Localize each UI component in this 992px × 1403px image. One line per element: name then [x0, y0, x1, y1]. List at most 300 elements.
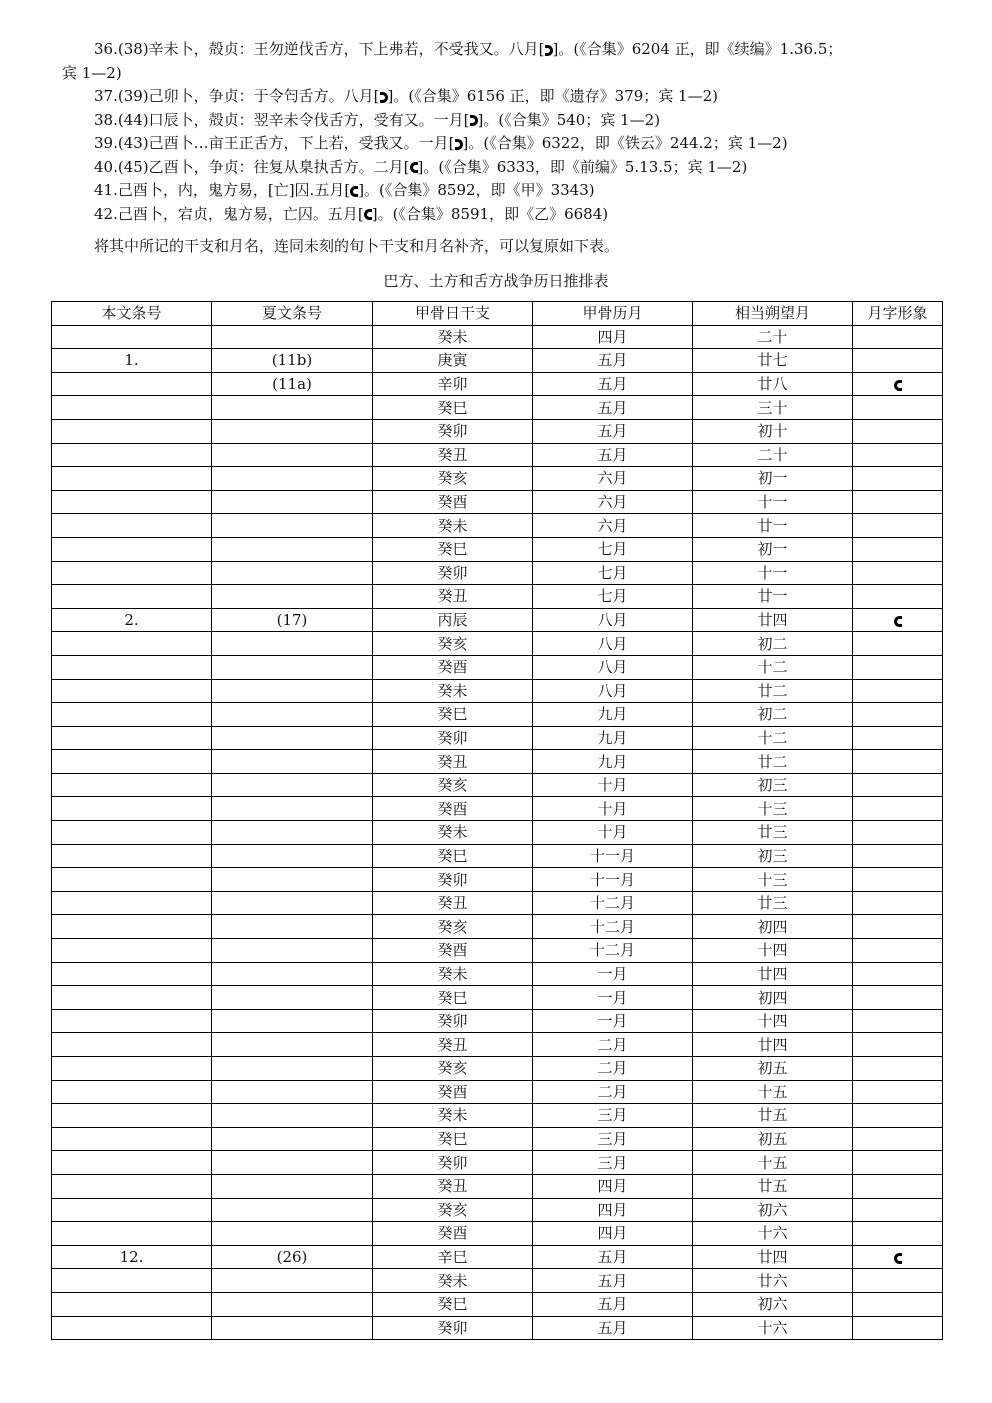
table-cell: 三月 — [533, 1151, 693, 1175]
table-cell: 五月 — [533, 1269, 693, 1293]
table-row — [52, 1104, 943, 1128]
table-row — [52, 726, 943, 750]
table-cell — [212, 1057, 373, 1081]
table-cell: 廿三 — [693, 821, 853, 845]
table-row — [52, 1127, 943, 1151]
table-cell — [212, 1198, 373, 1222]
table-cell: 初三 — [693, 844, 853, 868]
entry-citation: ]。(《合集》8591，即《乙》6684) — [371, 204, 609, 223]
table-cell — [212, 655, 373, 679]
table-row — [52, 396, 943, 420]
header-cell: 甲骨历月 — [533, 302, 693, 326]
table-cell: 五月 — [533, 396, 693, 420]
moon-shape-cell — [853, 585, 943, 609]
table-cell: 九月 — [533, 750, 693, 774]
table-cell: 癸酉 — [373, 797, 533, 821]
table-cell: 廿七 — [693, 349, 853, 373]
table-row — [52, 939, 943, 963]
table-cell: 六月 — [533, 467, 693, 491]
table-row — [52, 490, 943, 514]
table-cell: 五月 — [533, 1316, 693, 1340]
table-cell — [52, 419, 212, 443]
table-cell: 廿八 — [693, 372, 853, 396]
table-row — [52, 419, 943, 443]
table-cell: 癸巳 — [373, 844, 533, 868]
table-cell — [52, 750, 212, 774]
table-cell: 二月 — [533, 1057, 693, 1081]
table-cell: 初四 — [693, 915, 853, 939]
table-cell: 五月 — [533, 443, 693, 467]
table-cell: 初四 — [693, 986, 853, 1010]
table-cell: 九月 — [533, 703, 693, 727]
table-cell: 癸未 — [373, 325, 533, 349]
table-cell: 廿六 — [693, 1269, 853, 1293]
table-cell: 初二 — [693, 703, 853, 727]
table-cell: (26) — [212, 1245, 373, 1269]
table-row — [52, 797, 943, 821]
moon-shape-cell — [853, 962, 943, 986]
intro-paragraph: 将其中所记的干支和月名，连同未刻的旬卜干支和月名补齐，可以复原如下表。 — [94, 237, 620, 255]
table-cell: 二十 — [693, 443, 853, 467]
table-cell — [52, 679, 212, 703]
table-cell — [212, 537, 373, 561]
table-cell: 十二 — [693, 655, 853, 679]
table-cell — [52, 773, 212, 797]
moon-shape-cell — [853, 844, 943, 868]
table-cell — [52, 1057, 212, 1081]
moon-shape-cell — [853, 349, 943, 373]
table-row — [52, 1222, 943, 1246]
table-cell — [212, 1151, 373, 1175]
table-row — [52, 372, 943, 396]
table-cell — [52, 1198, 212, 1222]
entry-text: 40.(45)乙酉卜，争贞：往复从臬执舌方。二月[ — [94, 157, 410, 176]
table-row — [52, 1151, 943, 1175]
table-cell: 癸巳 — [373, 986, 533, 1010]
moon-shape-cell — [853, 514, 943, 538]
inscription-entries — [62, 38, 942, 226]
table-cell: 初十 — [693, 419, 853, 443]
moon-shape-cell — [853, 443, 943, 467]
table-cell: 十一 — [693, 490, 853, 514]
table-row — [52, 443, 943, 467]
table-row — [52, 1174, 943, 1198]
table-cell — [52, 537, 212, 561]
table-cell: 初六 — [693, 1292, 853, 1316]
table-cell: 八月 — [533, 632, 693, 656]
table-cell: 癸未 — [373, 1269, 533, 1293]
table-cell: 癸丑 — [373, 443, 533, 467]
moon-shape-cell — [853, 325, 943, 349]
table-cell — [52, 585, 212, 609]
table-cell: 十三 — [693, 868, 853, 892]
moon-waxing-icon — [470, 115, 478, 126]
table-cell: 癸酉 — [373, 1222, 533, 1246]
header-cell: 夏文条号 — [212, 302, 373, 326]
table-cell — [212, 1316, 373, 1340]
moon-shape-cell — [853, 1127, 943, 1151]
table-cell: (17) — [212, 608, 373, 632]
table-cell: 廿五 — [693, 1174, 853, 1198]
table-cell: 2. — [52, 608, 212, 632]
moon-shape-cell — [853, 467, 943, 491]
moon-shape-cell — [853, 1198, 943, 1222]
table-cell: 十五 — [693, 1151, 853, 1175]
moon-crescent-icon — [894, 380, 902, 391]
table-cell — [52, 655, 212, 679]
table-cell — [52, 372, 212, 396]
table-cell — [52, 962, 212, 986]
table-cell: 丙辰 — [373, 608, 533, 632]
table-cell: 初三 — [693, 773, 853, 797]
moon-shape-cell — [853, 561, 943, 585]
table-cell: 八月 — [533, 608, 693, 632]
table-row — [52, 868, 943, 892]
table-row — [52, 514, 943, 538]
moon-crescent-icon — [410, 162, 418, 173]
table-cell: 七月 — [533, 585, 693, 609]
entry-continuation: 宾 1—2) — [62, 63, 122, 82]
table-cell: 癸巳 — [373, 537, 533, 561]
table-cell — [212, 1127, 373, 1151]
moon-shape-cell — [853, 1316, 943, 1340]
table-row — [52, 1080, 943, 1104]
table-cell — [212, 325, 373, 349]
moon-crescent-icon — [364, 209, 372, 220]
table-cell — [52, 632, 212, 656]
entry-text: 39.(43)己酉卜…亩王正舌方，下上若，受我又。一月[ — [94, 134, 455, 152]
table-cell: 十月 — [533, 773, 693, 797]
table-cell: 廿四 — [693, 1033, 853, 1057]
table-cell — [212, 443, 373, 467]
table-title: 巴方、土方和舌方战争历日推排表 — [383, 272, 609, 290]
moon-shape-cell — [853, 419, 943, 443]
table-row — [52, 1245, 943, 1269]
table-cell — [212, 419, 373, 443]
entry-citation: ]。(《合集》6322，即《铁云》244.2；宾 1—2) — [462, 134, 788, 152]
table-cell: 三月 — [533, 1127, 693, 1151]
table-cell: 初一 — [693, 537, 853, 561]
table-cell: 廿二 — [693, 679, 853, 703]
table-cell: 癸丑 — [373, 1033, 533, 1057]
moon-shape-cell — [853, 1245, 943, 1269]
table-row — [52, 1009, 943, 1033]
table-cell: 十月 — [533, 797, 693, 821]
table-row — [52, 915, 943, 939]
moon-shape-cell — [853, 821, 943, 845]
table-cell — [212, 1104, 373, 1128]
table-cell: 癸巳 — [373, 1292, 533, 1316]
table-cell: 十二 — [693, 726, 853, 750]
table-cell: 六月 — [533, 514, 693, 538]
table-cell — [52, 1151, 212, 1175]
entry-text: 41.己酉卜，内，鬼方易，[亡]囚.五月[ — [94, 181, 351, 199]
table-row — [52, 1033, 943, 1057]
table-row — [52, 1292, 943, 1316]
table-cell — [212, 1009, 373, 1033]
moon-shape-cell — [853, 1009, 943, 1033]
table-header-row — [52, 302, 943, 326]
table-cell — [212, 726, 373, 750]
table-cell: 十四 — [693, 939, 853, 963]
table-cell: 一月 — [533, 962, 693, 986]
table-cell — [52, 821, 212, 845]
table-cell: (11a) — [212, 372, 373, 396]
table-cell: 癸巳 — [373, 1127, 533, 1151]
table-cell: 五月 — [533, 372, 693, 396]
table-cell — [52, 939, 212, 963]
moon-shape-cell — [853, 1104, 943, 1128]
table-cell: 初五 — [693, 1127, 853, 1151]
table-cell: 十一月 — [533, 844, 693, 868]
table-cell: 辛巳 — [373, 1245, 533, 1269]
moon-shape-cell — [853, 1174, 943, 1198]
inscription-entry — [62, 109, 942, 133]
table-cell: (11b) — [212, 349, 373, 373]
moon-shape-cell — [853, 396, 943, 420]
inscription-entry — [62, 203, 942, 227]
table-cell — [212, 773, 373, 797]
table-cell: 十二月 — [533, 915, 693, 939]
table-cell — [212, 1222, 373, 1246]
table-cell — [212, 585, 373, 609]
moon-shape-cell — [853, 608, 943, 632]
table-cell — [52, 1009, 212, 1033]
table-cell: 12. — [52, 1245, 212, 1269]
table-cell — [52, 986, 212, 1010]
table-cell: 癸卯 — [373, 868, 533, 892]
table-cell: 癸丑 — [373, 1174, 533, 1198]
table-cell — [52, 1104, 212, 1128]
table-cell: 七月 — [533, 537, 693, 561]
table-cell: 八月 — [533, 679, 693, 703]
table-cell — [52, 915, 212, 939]
inscription-entry — [62, 85, 942, 109]
moon-waxing-icon — [455, 139, 463, 150]
table-cell: 癸亥 — [373, 632, 533, 656]
table-cell — [52, 1292, 212, 1316]
table-cell: 七月 — [533, 561, 693, 585]
table-cell — [52, 1269, 212, 1293]
table-row — [52, 655, 943, 679]
table-cell — [212, 490, 373, 514]
table-cell: 癸未 — [373, 514, 533, 538]
moon-shape-cell — [853, 679, 943, 703]
table-cell: 十月 — [533, 821, 693, 845]
table-cell — [52, 561, 212, 585]
table-cell: 初一 — [693, 467, 853, 491]
table-cell: 癸未 — [373, 821, 533, 845]
table-cell: 初二 — [693, 632, 853, 656]
table-cell: 五月 — [533, 1245, 693, 1269]
table-cell — [52, 703, 212, 727]
table-row — [52, 349, 943, 373]
moon-shape-cell — [853, 1292, 943, 1316]
entry-text: 36.(38)辛未卜，殻贞：王勿逆伐舌方，下上弗若，不受我又。八月[ — [94, 40, 545, 58]
table-cell: 初五 — [693, 1057, 853, 1081]
table-cell — [212, 868, 373, 892]
moon-shape-cell — [853, 915, 943, 939]
table-cell: 癸未 — [373, 962, 533, 986]
table-row — [52, 1198, 943, 1222]
moon-shape-cell — [853, 1222, 943, 1246]
table-cell — [212, 750, 373, 774]
table-row — [52, 608, 943, 632]
table-cell: 四月 — [533, 325, 693, 349]
moon-crescent-icon — [894, 1253, 902, 1264]
table-cell: 癸卯 — [373, 419, 533, 443]
table-cell — [52, 1127, 212, 1151]
inscription-entry — [62, 38, 942, 85]
table-cell — [212, 915, 373, 939]
table-cell: 六月 — [533, 490, 693, 514]
table-cell: 癸卯 — [373, 726, 533, 750]
table-cell: 癸未 — [373, 679, 533, 703]
inscription-entry — [62, 132, 942, 156]
table-cell — [52, 1080, 212, 1104]
moon-shape-cell — [853, 1269, 943, 1293]
table-cell: 十二月 — [533, 891, 693, 915]
table-cell — [52, 514, 212, 538]
table-cell: 五月 — [533, 419, 693, 443]
table-row — [52, 703, 943, 727]
table-cell — [212, 797, 373, 821]
inscription-entry — [62, 179, 942, 203]
inscription-entry — [62, 156, 942, 180]
table-cell — [52, 443, 212, 467]
table-cell: 癸酉 — [373, 939, 533, 963]
header-cell: 本文条号 — [52, 302, 212, 326]
table-row — [52, 1057, 943, 1081]
table-cell: 癸酉 — [373, 1080, 533, 1104]
table-cell: 四月 — [533, 1198, 693, 1222]
moon-shape-cell — [853, 891, 943, 915]
table-cell: 廿二 — [693, 750, 853, 774]
entry-citation: ]。(《合集》6156 正，即《遗存》379；宾 1—2) — [387, 87, 718, 105]
table-cell: 三十 — [693, 396, 853, 420]
table-cell — [212, 703, 373, 727]
table-cell: 癸亥 — [373, 915, 533, 939]
table-cell: 九月 — [533, 726, 693, 750]
table-row — [52, 891, 943, 915]
moon-shape-cell — [853, 939, 943, 963]
table-cell: 廿四 — [693, 1245, 853, 1269]
moon-waxing-icon — [380, 92, 388, 103]
table-cell — [212, 1080, 373, 1104]
table-cell — [212, 986, 373, 1010]
table-row — [52, 962, 943, 986]
table-row — [52, 467, 943, 491]
table-cell — [52, 891, 212, 915]
table-cell — [212, 939, 373, 963]
table-cell: 二十 — [693, 325, 853, 349]
table-cell — [52, 467, 212, 491]
table-cell — [212, 1033, 373, 1057]
table-cell — [212, 514, 373, 538]
table-cell — [212, 891, 373, 915]
table-cell: 1. — [52, 349, 212, 373]
moon-waxing-icon — [545, 45, 553, 56]
moon-shape-cell — [853, 1057, 943, 1081]
table-cell — [52, 490, 212, 514]
table-cell: 廿一 — [693, 585, 853, 609]
table-cell — [52, 396, 212, 420]
table-cell — [212, 1292, 373, 1316]
moon-shape-cell — [853, 1151, 943, 1175]
table-row — [52, 632, 943, 656]
table-cell: 廿四 — [693, 608, 853, 632]
table-cell — [212, 1269, 373, 1293]
moon-crescent-icon — [894, 616, 902, 627]
table-cell: 庚寅 — [373, 349, 533, 373]
table-cell: 初六 — [693, 1198, 853, 1222]
table-cell: 癸亥 — [373, 467, 533, 491]
table-row — [52, 679, 943, 703]
table-row — [52, 821, 943, 845]
table-cell — [212, 396, 373, 420]
table-cell — [52, 1033, 212, 1057]
table-cell: 辛卯 — [373, 372, 533, 396]
table-cell: 廿四 — [693, 962, 853, 986]
moon-shape-cell — [853, 726, 943, 750]
moon-shape-cell — [853, 868, 943, 892]
table-cell: 十一 — [693, 561, 853, 585]
table-cell: 廿三 — [693, 891, 853, 915]
table-cell: 十六 — [693, 1222, 853, 1246]
table-cell: 癸丑 — [373, 585, 533, 609]
table-cell — [52, 868, 212, 892]
table-cell: 十一月 — [533, 868, 693, 892]
table-row — [52, 986, 943, 1010]
table-cell: 廿五 — [693, 1104, 853, 1128]
moon-shape-cell — [853, 632, 943, 656]
table-cell: 癸未 — [373, 1104, 533, 1128]
table-cell — [212, 962, 373, 986]
table-cell: 癸巳 — [373, 396, 533, 420]
entry-text: 37.(39)己卯卜，争贞：于令匄舌方。八月[ — [94, 87, 380, 105]
moon-shape-cell — [853, 490, 943, 514]
table-cell — [212, 821, 373, 845]
table-cell — [212, 467, 373, 491]
table-cell — [212, 1174, 373, 1198]
table-cell: 二月 — [533, 1080, 693, 1104]
moon-shape-cell — [853, 1033, 943, 1057]
table-row — [52, 1316, 943, 1340]
table-cell: 八月 — [533, 655, 693, 679]
table-row — [52, 537, 943, 561]
table-row — [52, 773, 943, 797]
table-cell — [212, 844, 373, 868]
table-cell: 癸巳 — [373, 703, 533, 727]
table-cell — [52, 726, 212, 750]
moon-shape-cell — [853, 537, 943, 561]
table-cell — [52, 797, 212, 821]
moon-shape-cell — [853, 655, 943, 679]
table-cell: 癸卯 — [373, 1316, 533, 1340]
moon-shape-cell — [853, 773, 943, 797]
table-cell: 十五 — [693, 1080, 853, 1104]
table-cell — [212, 679, 373, 703]
table-row — [52, 844, 943, 868]
table-cell: 癸卯 — [373, 561, 533, 585]
table-row — [52, 585, 943, 609]
table-cell: 十四 — [693, 1009, 853, 1033]
table-cell — [52, 1222, 212, 1246]
moon-shape-cell — [853, 797, 943, 821]
table-cell: 五月 — [533, 1292, 693, 1316]
table-cell: 癸丑 — [373, 891, 533, 915]
moon-shape-cell — [853, 986, 943, 1010]
